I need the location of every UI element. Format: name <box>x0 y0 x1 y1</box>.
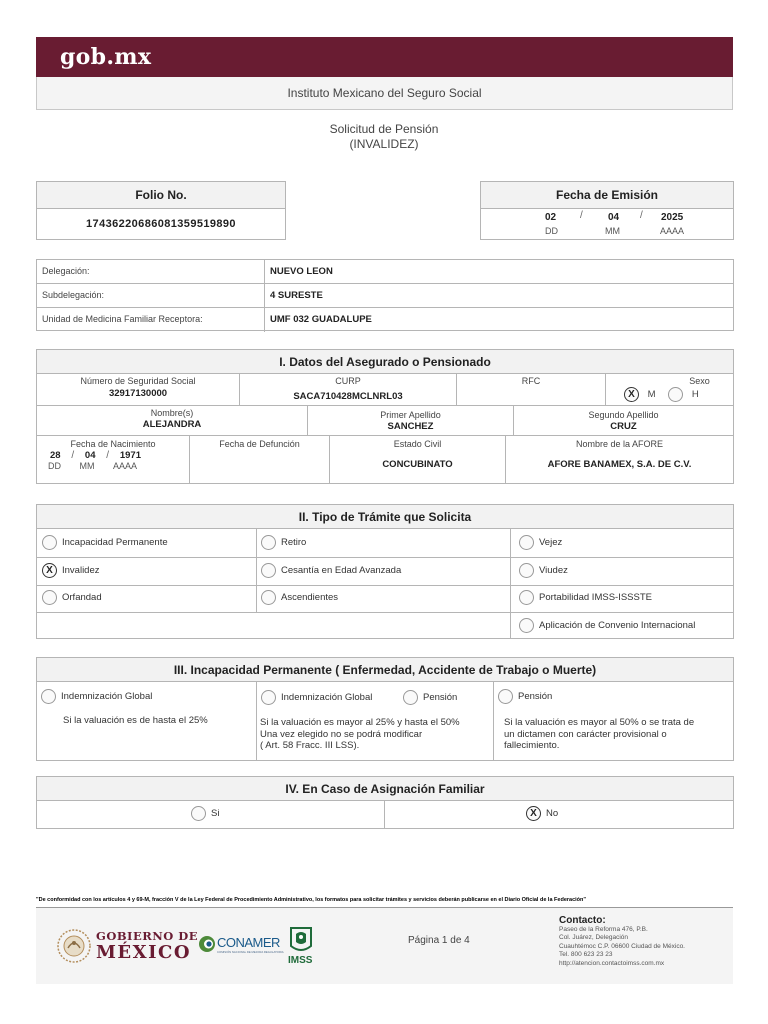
option-retiro[interactable]: Retiro <box>261 535 306 551</box>
table-row <box>37 284 733 308</box>
col3-description-1: Si la valuación es mayor al 50% o se trata de <box>504 717 695 728</box>
estado-civil-value: CONCUBINATO <box>382 459 453 470</box>
fecha-month: 04 <box>608 212 620 223</box>
nss-value: 32917130000 <box>108 388 168 399</box>
afore-cell <box>506 436 733 483</box>
section-datos-asegurado <box>36 349 734 484</box>
section-4-title: IV. En Caso de Asignación Familiar <box>37 777 733 801</box>
delegacion-label: Delegación: <box>37 260 265 283</box>
fecha-year-label: AAAA <box>660 226 685 236</box>
option-convenio-internacional[interactable]: Aplicación de Convenio Internacional <box>519 618 695 634</box>
nacimiento-year: 1971 <box>119 450 141 461</box>
sexo-label: Sexo <box>689 376 710 386</box>
nombre-value: ALEJANDRA <box>142 419 202 430</box>
office-info-table <box>36 259 734 331</box>
contact-address-1: Paseo de la Reforma 476, P.B. <box>559 926 648 933</box>
page-number: Página 1 de 4 <box>408 935 470 946</box>
section-2-title: II. Tipo de Trámite que Solicita <box>37 505 733 529</box>
col1-description: Si la valuación es de hasta el 25% <box>63 715 208 726</box>
option-pension[interactable]: Pensión <box>498 689 552 705</box>
radio-icon[interactable] <box>42 535 57 550</box>
nacimiento-cell <box>37 436 189 483</box>
section-tipo-tramite <box>36 504 734 639</box>
contact-url[interactable]: http://atencion.contactoimss.com.mx <box>559 959 665 967</box>
gob-header-bar <box>36 37 733 77</box>
section-3-title: III. Incapacidad Permanente ( Enfermedad, Accidente de Trabajo o Muerte) <box>37 658 733 682</box>
table-row <box>37 260 733 284</box>
col2-description-2: Una vez elegido no se podrá modificar <box>260 728 423 740</box>
imss-logo-icon <box>288 926 314 956</box>
radio-checked-icon[interactable]: X <box>42 563 57 578</box>
radio-icon[interactable] <box>519 535 534 550</box>
folio-box <box>36 181 286 240</box>
radio-icon[interactable] <box>41 689 56 704</box>
defuncion-cell <box>189 436 330 483</box>
col3-description-3: fallecimiento. <box>504 740 560 751</box>
date-separator: / <box>71 450 75 461</box>
umf-label: Unidad de Medicina Familiar Receptora: <box>37 308 265 332</box>
option-indemnizacion-global-25[interactable]: Indemnización Global <box>41 689 152 705</box>
date-separator: / <box>106 450 110 461</box>
radio-icon[interactable] <box>403 690 418 705</box>
legal-note: "De conformidad con los artículos 4 y 69-M, fracción V de la Ley Federal de Procedimiento Administrativo, los formatos para solicitar trámites y servicios deberán publicarse en el Diario Oficial de la Federación" <box>36 897 586 903</box>
primer-apellido-label: Primer Apellido <box>380 410 441 420</box>
nacimiento-label: Fecha de Nacimiento <box>70 439 156 449</box>
fecha-year: 2025 <box>661 212 684 223</box>
estado-civil-cell <box>330 436 506 483</box>
fecha-emision-box <box>480 181 734 240</box>
option-vejez[interactable]: Vejez <box>519 535 562 551</box>
col2-description-3: ( Art. 58 Fracc. III LSS). <box>260 740 360 751</box>
folio-value: 17436220686081359519890 <box>86 218 236 230</box>
radio-icon[interactable] <box>261 563 276 578</box>
document-subtitle: (INVALIDEZ) <box>349 137 419 151</box>
option-portabilidad[interactable]: Portabilidad IMSS-ISSSTE <box>519 590 652 606</box>
option-cesantia[interactable]: Cesantía en Edad Avanzada <box>261 563 401 579</box>
sexo-m-label: M <box>647 389 656 401</box>
conamer-subtitle: COMISIÓN NACIONAL DE MEJORA REGULATORIA <box>217 950 284 954</box>
year-label: AAAA <box>113 461 138 471</box>
month-label: MM <box>79 461 95 471</box>
section-1-title: I. Datos del Asegurado o Pensionado <box>37 350 733 374</box>
radio-checked-icon[interactable]: X <box>526 806 541 821</box>
curp-label: CURP <box>335 376 361 386</box>
radio-icon[interactable] <box>261 690 276 705</box>
radio-icon[interactable] <box>498 689 513 704</box>
option-ascendientes[interactable]: Ascendientes <box>261 590 338 606</box>
contact-phone: Tel. 800 623 23 23 <box>559 951 613 959</box>
radio-icon[interactable] <box>519 590 534 605</box>
fecha-day-label: DD <box>545 226 558 236</box>
afore-label: Nombre de la AFORE <box>575 439 664 449</box>
date-separator: / <box>580 210 583 221</box>
radio-icon[interactable] <box>519 563 534 578</box>
nss-cell <box>37 374 240 406</box>
nss-label: Número de Seguridad Social <box>80 376 196 386</box>
subdelegacion-value: 4 SURESTE <box>270 290 323 301</box>
segundo-apellido-cell <box>514 406 733 436</box>
option-no[interactable]: X No <box>526 806 558 822</box>
sexo-cell <box>606 374 733 406</box>
nacimiento-day: 28 <box>50 450 61 461</box>
sexo-h-label: H <box>691 389 699 401</box>
escudo-nacional-icon <box>56 928 92 964</box>
fecha-day: 02 <box>545 212 557 223</box>
curp-cell <box>240 374 457 406</box>
nacimiento-month: 04 <box>84 450 96 461</box>
option-incapacidad-permanente[interactable]: Incapacidad Permanente <box>42 535 168 551</box>
primer-apellido-value: SANCHEZ <box>387 421 434 432</box>
rfc-cell <box>457 374 606 406</box>
conamer-label: CONAMER <box>217 935 280 950</box>
option-pension-50[interactable]: Pensión <box>403 690 457 706</box>
option-si[interactable]: Si <box>191 806 219 822</box>
option-invalidez[interactable]: X Invalidez <box>42 563 100 579</box>
option-indemnizacion-global-50[interactable]: Indemnización Global <box>261 690 372 706</box>
date-separator: / <box>640 210 643 221</box>
segundo-apellido-value: CRUZ <box>610 421 637 432</box>
afore-value: AFORE BANAMEX, S.A. DE C.V. <box>547 459 692 470</box>
section-incapacidad-permanente <box>36 657 734 761</box>
sexo-m-radio[interactable]: X <box>624 387 639 402</box>
gob-mx-logo[interactable]: gob.mx <box>60 44 152 70</box>
estado-civil-label: Estado Civil <box>393 439 442 449</box>
fecha-month-label: MM <box>605 226 620 236</box>
gobierno-label: GOBIERNO DE <box>96 929 199 943</box>
option-viudez[interactable]: Viudez <box>519 563 568 579</box>
option-orfandad[interactable]: Orfandad <box>42 590 102 606</box>
document-title: Solicitud de Pensión <box>329 122 439 136</box>
defuncion-label: Fecha de Defunción <box>219 439 300 449</box>
nombre-cell <box>37 406 308 436</box>
radio-icon[interactable] <box>519 618 534 633</box>
col3-description-2: un dictamen con carácter provisional o <box>504 728 667 740</box>
primer-apellido-cell <box>308 406 514 436</box>
imss-label: IMSS <box>288 955 313 966</box>
radio-icon[interactable] <box>261 590 276 605</box>
institution-name: Instituto Mexicano del Seguro Social <box>36 77 733 110</box>
rfc-label: RFC <box>521 376 541 386</box>
nombre-label: Nombre(s) <box>150 408 194 418</box>
folio-label: Folio No. <box>37 182 285 209</box>
table-row <box>37 308 733 332</box>
section-asignacion-familiar <box>36 776 734 829</box>
contact-address-2: Col. Juárez, Delegación <box>559 934 629 942</box>
sexo-h-radio[interactable] <box>668 387 683 402</box>
fecha-emision-label: Fecha de Emisión <box>481 182 733 209</box>
radio-icon[interactable] <box>191 806 206 821</box>
conamer-logo-icon <box>198 935 216 953</box>
curp-value: SACA710428MCLNRL03 <box>293 391 403 402</box>
contact-address-3: Cuauhtémoc C.P. 06600 Ciudad de México. <box>559 942 685 950</box>
delegacion-value: NUEVO LEON <box>270 266 333 277</box>
col2-description-1: Si la valuación es mayor al 25% y hasta el 50% <box>260 717 460 728</box>
umf-value: UMF 032 GUADALUPE <box>270 314 372 325</box>
segundo-apellido-label: Segundo Apellido <box>588 410 659 420</box>
day-label: DD <box>48 461 61 471</box>
contact-title: Contacto: <box>559 915 606 926</box>
radio-icon[interactable] <box>261 535 276 550</box>
radio-icon[interactable] <box>42 590 57 605</box>
footer <box>36 908 733 984</box>
mexico-label: MÉXICO <box>96 941 192 963</box>
subdelegacion-label: Subdelegación: <box>37 284 265 307</box>
